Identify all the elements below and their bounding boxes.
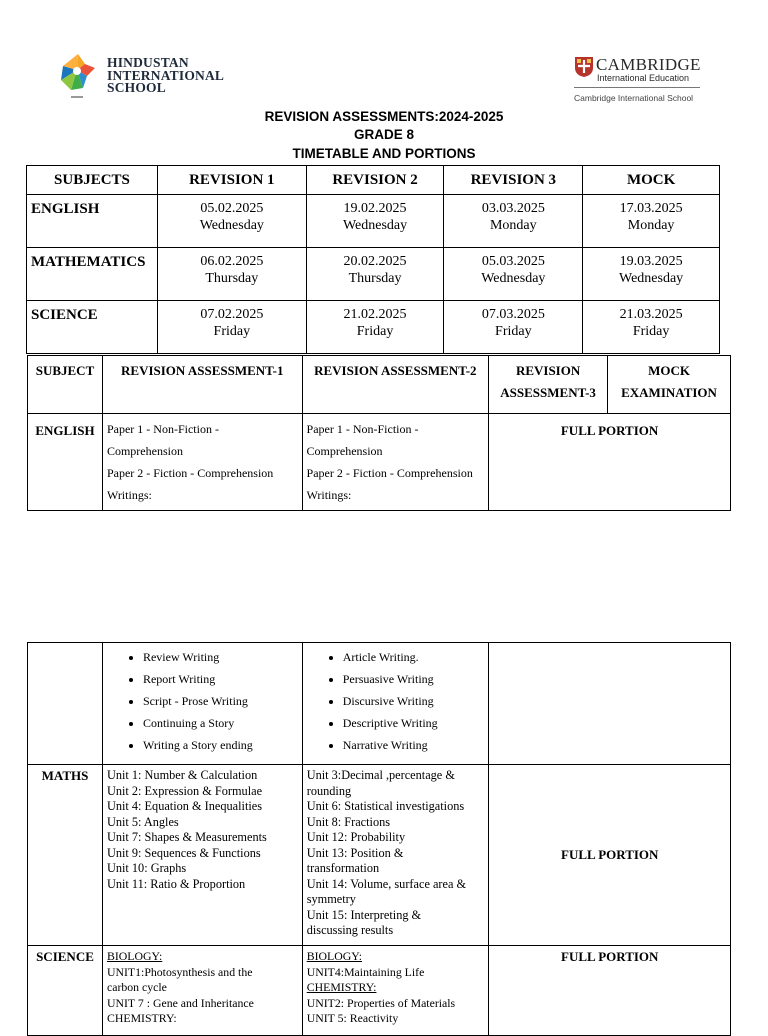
portion-line: Unit 11: Ratio & Proportion — [106, 876, 246, 891]
timetable-header: REVISION 2 — [306, 166, 444, 195]
portion-line: Unit 10: Graphs — [106, 861, 187, 875]
timetable-row — [27, 195, 720, 248]
list-item: • Report Writing — [143, 668, 298, 690]
portion-heading: BIOLOGY: — [106, 949, 163, 963]
list-item: • Article Writing. — [343, 646, 485, 668]
day-text: Wednesday — [481, 271, 546, 286]
portion-line: Unit 13: Position & — [306, 845, 404, 860]
portions-table-continued — [27, 642, 731, 1036]
portion-line: Comprehension — [106, 444, 183, 458]
portion-line: UNIT 5: Reactivity — [306, 1011, 399, 1025]
date-cell — [444, 248, 583, 301]
day-text: Friday — [356, 324, 394, 339]
cambridge-divider — [574, 87, 700, 88]
portions-header-row — [28, 356, 731, 414]
day-text: Wednesday — [619, 271, 684, 286]
date-text: 19.02.2025 — [343, 201, 407, 216]
portion-line: Unit 9: Sequences & Functions — [106, 845, 261, 860]
subject-cell: SCIENCE — [28, 946, 103, 1036]
writing-list — [107, 646, 298, 756]
portion-line: rounding — [306, 783, 352, 798]
portion-line: Unit 3:Decimal ,percentage & — [306, 768, 455, 782]
date-cell — [583, 248, 720, 301]
timetable-header: MOCK — [583, 166, 720, 195]
portion-line: Unit 15: Interpreting & — [306, 907, 422, 922]
school-name-line2: INTERNATIONAL — [107, 67, 225, 83]
portion-line: UNIT4:Maintaining Life — [306, 964, 425, 979]
list-item: • Script - Prose Writing — [143, 690, 298, 712]
portion-cell — [302, 414, 489, 511]
portion-cell — [102, 765, 302, 946]
list-item: • Continuing a Story — [143, 712, 298, 734]
header-line: MOCK — [648, 363, 690, 378]
portion-line: Unit 5: Angles — [106, 814, 179, 829]
timetable — [26, 165, 720, 354]
portion-line: Paper 2 - Fiction - Comprehension — [106, 466, 274, 480]
portion-line: Unit 12: Probability — [306, 830, 406, 844]
portions-header: REVISION ASSESSMENT-1 — [102, 356, 302, 414]
list-item: • Persuasive Writing — [343, 668, 485, 690]
portion-line: Paper 2 - Fiction - Comprehension — [306, 466, 473, 480]
date-text: 21.02.2025 — [343, 307, 407, 322]
full-portion-cell: FULL PORTION — [489, 765, 731, 946]
writing-list-cell — [302, 643, 489, 765]
school-emblem-icon — [55, 50, 101, 106]
title-line2: GRADE 8 — [353, 127, 414, 142]
portion-line: Writings: — [106, 488, 152, 502]
portion-line: UNIT2: Properties of Materials — [306, 995, 456, 1010]
portions-header — [489, 356, 608, 414]
day-text: Monday — [627, 218, 675, 233]
timetable-header-row — [27, 166, 720, 195]
date-text: 07.03.2025 — [481, 307, 545, 322]
portion-line: carbon cycle — [106, 980, 167, 994]
subject-cell: SCIENCE — [27, 301, 158, 354]
subject-cell: MATHEMATICS — [27, 248, 158, 301]
portion-cell — [302, 765, 489, 946]
date-text: 05.03.2025 — [481, 254, 545, 269]
subject-cell: ENGLISH — [27, 195, 158, 248]
day-text: Wednesday — [199, 218, 264, 233]
portion-line: Comprehension — [306, 444, 383, 458]
portion-cell — [302, 946, 489, 1036]
portion-line: Paper 1 - Non-Fiction - — [106, 422, 219, 436]
date-cell — [583, 301, 720, 354]
date-cell — [157, 248, 306, 301]
cambridge-logo — [572, 53, 712, 109]
timetable-header: REVISION 1 — [157, 166, 306, 195]
subject-cell: MATHS — [28, 765, 103, 946]
day-text: Thursday — [205, 271, 259, 286]
day-text: Monday — [489, 218, 537, 233]
date-text: 21.03.2025 — [619, 307, 683, 322]
date-cell — [444, 301, 583, 354]
portions-row-english — [28, 414, 731, 511]
cambridge-shield-icon — [574, 56, 594, 78]
list-item: • Discursive Writing — [343, 690, 485, 712]
date-cell — [306, 195, 444, 248]
subject-cell: ENGLISH — [28, 414, 103, 511]
cambridge-school-label: Cambridge International School — [574, 93, 694, 103]
portions-row-english-cont — [28, 643, 731, 765]
cambridge-subtitle: International Education — [597, 73, 690, 83]
portion-cell — [102, 414, 302, 511]
portions-row-science — [28, 946, 731, 1036]
date-cell — [306, 248, 444, 301]
header-line: REVISION — [515, 363, 581, 378]
date-text: 20.02.2025 — [343, 254, 407, 269]
date-text: 05.02.2025 — [200, 201, 264, 216]
portion-line: Unit 8: Fractions — [306, 814, 391, 829]
date-text: 06.02.2025 — [200, 254, 264, 269]
portion-line: Unit 2: Expression & Formulae — [106, 783, 263, 798]
timetable-header: SUBJECTS — [27, 166, 158, 195]
date-text: 19.03.2025 — [619, 254, 683, 269]
portions-header: REVISION ASSESSMENT-2 — [302, 356, 489, 414]
empty-cell — [489, 643, 731, 765]
portion-line: transformation — [306, 861, 380, 875]
portion-line: UNIT1:Photosynthesis and the — [106, 964, 253, 979]
portion-cell — [102, 946, 302, 1036]
portion-heading: CHEMISTRY: — [106, 1011, 177, 1025]
cambridge-name: CAMBRIDGE — [596, 55, 701, 74]
date-cell — [157, 195, 306, 248]
date-text: 17.03.2025 — [619, 201, 683, 216]
writing-list-cell — [102, 643, 302, 765]
portion-line: symmetry — [306, 892, 356, 906]
list-item: • Writing a Story ending — [143, 734, 298, 756]
day-text: Friday — [632, 324, 670, 339]
list-item: • Narrative Writing — [343, 734, 485, 756]
day-text: Friday — [213, 324, 251, 339]
portions-row-maths — [28, 765, 731, 946]
portion-line: discussing results — [306, 923, 394, 937]
portion-heading: CHEMISTRY: — [306, 980, 377, 994]
portion-line: Unit 4: Equation & Inequalities — [106, 799, 263, 813]
date-cell — [444, 195, 583, 248]
day-text: Thursday — [348, 271, 402, 286]
timetable-row — [27, 301, 720, 354]
portion-heading: BIOLOGY: — [306, 949, 362, 963]
date-cell — [583, 195, 720, 248]
timetable-row — [27, 248, 720, 301]
date-text: 03.03.2025 — [481, 201, 545, 216]
title-line3: TIMETABLE AND PORTIONS — [292, 146, 476, 161]
school-name-line1: HINDUSTAN — [107, 55, 189, 70]
portion-line: UNIT 7 : Gene and Inheritance — [106, 995, 254, 1010]
portion-line: Unit 1: Number & Calculation — [106, 768, 258, 782]
header-line: EXAMINATION — [621, 385, 717, 400]
full-portion-cell: FULL PORTION — [489, 414, 731, 511]
school-name — [107, 57, 224, 95]
date-cell — [157, 301, 306, 354]
list-item: • Review Writing — [143, 646, 298, 668]
list-item: • Descriptive Writing — [343, 712, 485, 734]
portion-line: Paper 1 - Non-Fiction - — [306, 422, 419, 436]
timetable-header: REVISION 3 — [444, 166, 583, 195]
portion-line: Unit 14: Volume, surface area & — [306, 876, 467, 891]
school-name-line3: SCHOOL — [107, 80, 166, 95]
day-text: Wednesday — [342, 218, 408, 233]
title-line1: REVISION ASSESSMENTS:2024-2025 — [264, 109, 504, 124]
header-line: ASSESSMENT-3 — [500, 385, 596, 400]
day-text: Friday — [495, 324, 532, 339]
writing-list — [307, 646, 485, 756]
portions-table — [27, 355, 731, 511]
empty-subject-cell — [28, 643, 103, 765]
school-logo — [55, 50, 225, 106]
portion-line: Unit 7: Shapes & Measurements — [106, 830, 267, 844]
portions-header: SUBJECT — [28, 356, 103, 414]
portions-header — [608, 356, 731, 414]
full-portion-cell: FULL PORTION — [489, 946, 731, 1036]
portion-line: Unit 6: Statistical investigations — [306, 799, 465, 813]
date-cell — [306, 301, 444, 354]
portion-line: Writings: — [306, 488, 352, 502]
date-text: 07.02.2025 — [200, 307, 264, 322]
